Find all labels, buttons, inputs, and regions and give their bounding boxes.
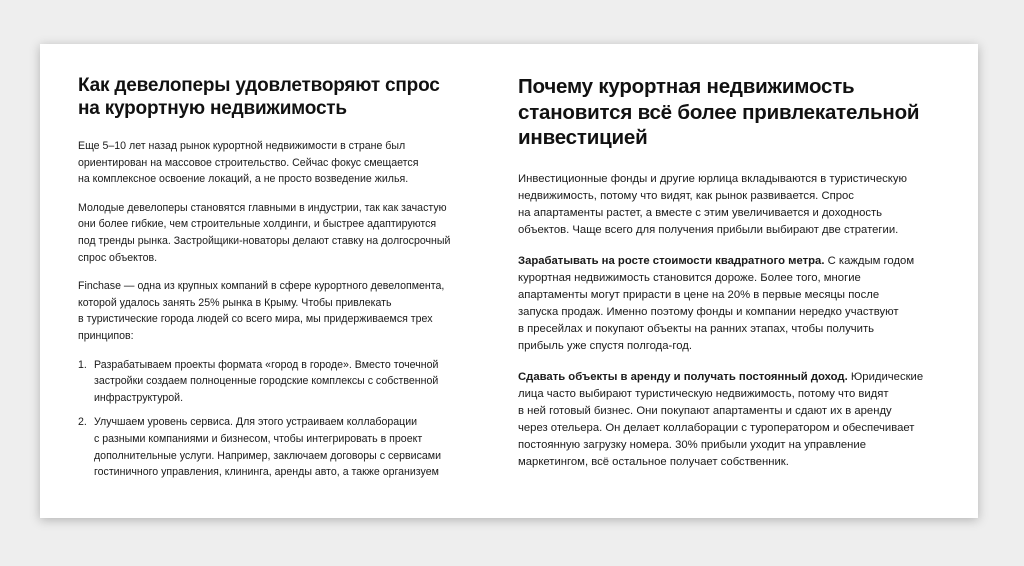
text-line: они более гибкие, чем строительные холдинги, и быстрее адаптируются bbox=[78, 218, 437, 231]
right-heading bbox=[518, 74, 950, 151]
text-line: которой удалось занять 25% рынка в Крыму. Чтобы привлекать bbox=[78, 296, 392, 309]
left-paragraph-1 bbox=[78, 138, 478, 188]
left-paragraph-3 bbox=[78, 278, 478, 344]
text-line: Finchase — одна из крупных компаний в сфере курортного девелопмента, bbox=[78, 280, 445, 293]
heading-line: становится всё более привлекательной bbox=[518, 100, 920, 124]
text-line: в ней готовый бизнес. Они покупают апартаменты и сдают их в аренду bbox=[518, 404, 892, 417]
right-paragraph-2 bbox=[518, 253, 950, 355]
list-number: 2. bbox=[78, 416, 87, 429]
right-column bbox=[518, 74, 950, 471]
lead-rest: С каждым годом bbox=[824, 254, 915, 267]
list-number: 1. bbox=[78, 358, 87, 371]
list-item bbox=[78, 357, 478, 407]
article-card bbox=[40, 44, 978, 518]
list-item bbox=[78, 414, 478, 480]
lead-rest: Юридические bbox=[847, 370, 924, 383]
text-line: на апартаменты растет, а вместе с этим увеличивается и доходность bbox=[518, 206, 883, 219]
text-line: под тренды рынка. Застройщики-новаторы делают ставку на долгосрочный bbox=[78, 234, 451, 247]
text-line: инфраструктурой. bbox=[94, 391, 184, 404]
text-line: Еще 5–10 лет назад рынок курортной недвижимости в стране был bbox=[78, 140, 406, 152]
text-line: объектов. Чаще всего для получения прибыли выбирают две стратегии. bbox=[518, 223, 899, 236]
text-line: апартаменты могут прирасти в цене на 20% в первые месяцы после bbox=[518, 288, 880, 301]
left-paragraph-2 bbox=[78, 200, 478, 266]
text-line: дополнительные услуги. Например, заключаем договоры с сервисами bbox=[94, 449, 441, 462]
heading-line: на курортную недвижимость bbox=[78, 98, 347, 119]
right-paragraph-1 bbox=[518, 171, 950, 239]
text-line bbox=[518, 369, 950, 386]
text-line: застройки создаем полноценные городские комплексы с собственной bbox=[94, 375, 439, 388]
text-line: принципов: bbox=[78, 329, 134, 342]
text-line: с разными компаниями и бизнесом, чтобы интегрировать в проект bbox=[94, 432, 423, 445]
text-line: на комплексное освоение локаций, а не просто возведение жилья. bbox=[78, 173, 409, 186]
heading-line: Как девелоперы удовлетворяют спрос bbox=[78, 75, 440, 96]
text-line: через отельера. Он делает коллаборации с туроператором и обеспечивает bbox=[518, 421, 915, 434]
bold-lead: Сдавать объекты в аренду и получать постоянный доход. bbox=[518, 370, 848, 383]
principles-list bbox=[78, 357, 478, 481]
text-line: Улучшаем уровень сервиса. Для этого устраиваем коллаборации bbox=[94, 416, 418, 429]
text-line: в пресейлах и покупают объекты на ранних этапах, чтобы получить bbox=[518, 322, 875, 335]
text-line: гостиничного управления, клининга, аренды авто, а также организуем bbox=[94, 466, 439, 479]
text-line: спрос объектов. bbox=[78, 251, 158, 264]
text-line: запуска продаж. Именно поэтому фонды и компании нередко участвуют bbox=[518, 305, 899, 318]
text-line: постоянную загрузку номера. 30% прибыли уходит на управление bbox=[518, 438, 867, 451]
right-paragraph-3 bbox=[518, 369, 950, 471]
text-line bbox=[518, 253, 950, 270]
text-line: в туристические города людей со всего мира, мы придерживаемся трех bbox=[78, 313, 433, 326]
left-column bbox=[78, 74, 478, 489]
text-line: Инвестиционные фонды и другие юрлица вкладываются в туристическую bbox=[518, 172, 907, 185]
text-line: курортная недвижимость становится дороже. Более того, многие bbox=[518, 271, 861, 284]
text-line: ориентирован на массовое строительство. Сейчас фокус смещается bbox=[78, 156, 419, 169]
text-line: прибыль уже спустя полгода-год. bbox=[518, 339, 692, 352]
text-line: Молодые девелоперы становятся главными в индустрии, так как зачастую bbox=[78, 201, 447, 214]
heading-line: инвестицией bbox=[518, 126, 648, 149]
text-line: Разрабатываем проекты формата «город в городе». Вместо точечной bbox=[94, 358, 439, 371]
heading-line: Почему курортная недвижимость bbox=[518, 75, 855, 98]
text-line: маркетингом, всё остальное получает собственник. bbox=[518, 455, 789, 468]
text-line: недвижимость, потому что видят, как рынок развивается. Спрос bbox=[518, 189, 854, 202]
bold-lead: Зарабатывать на росте стоимости квадратного метра. bbox=[518, 254, 825, 267]
left-heading bbox=[78, 74, 478, 120]
text-line: лица часто выбирают туристическую недвижимость, потому что видят bbox=[518, 387, 889, 400]
